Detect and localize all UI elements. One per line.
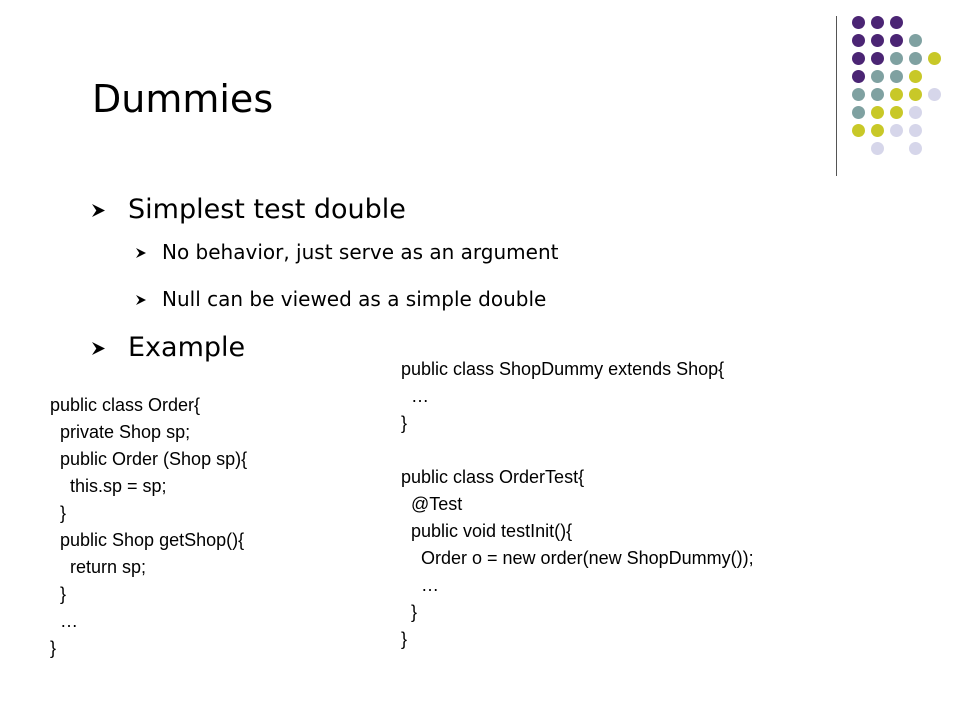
decor-dot bbox=[890, 16, 903, 29]
decor-dot bbox=[871, 70, 884, 83]
decor-dot bbox=[852, 70, 865, 83]
decor-dot bbox=[852, 106, 865, 119]
code-block-order: public class Order{ private Shop sp; public Order (Shop sp){ this.sp = sp; } public Shop getShop(){ return sp; } … } bbox=[50, 395, 248, 658]
bullet-text: Simplest test double bbox=[128, 194, 406, 225]
decor-dot bbox=[871, 124, 884, 137]
decor-dot bbox=[852, 16, 865, 29]
arrowhead-bullet-icon bbox=[92, 342, 105, 355]
decor-dot bbox=[852, 124, 865, 137]
bullet-text: Example bbox=[128, 332, 246, 363]
decor-dot bbox=[871, 142, 884, 155]
decor-dot bbox=[871, 88, 884, 101]
sub-bullet-text: Null can be viewed as a simple double bbox=[162, 287, 547, 311]
decor-dot bbox=[909, 52, 922, 65]
code-block-order-test: public class ShopDummy extends Shop{ … } public class OrderTest{ @Test public void testInit(){ Order o = new order(new ShopDummy()); … } } bbox=[401, 359, 754, 649]
decor-dot bbox=[871, 106, 884, 119]
decor-dot bbox=[852, 88, 865, 101]
arrowhead-bullet-icon bbox=[136, 295, 146, 305]
decor-dot bbox=[890, 52, 903, 65]
decor-dot bbox=[890, 106, 903, 119]
decor-dot bbox=[890, 124, 903, 137]
decor-dot bbox=[909, 142, 922, 155]
arrowhead-bullet-icon bbox=[92, 204, 105, 217]
decor-dot bbox=[890, 34, 903, 47]
decor-dot bbox=[871, 52, 884, 65]
decor-dot bbox=[928, 88, 941, 101]
decor-dot bbox=[852, 52, 865, 65]
decor-dot bbox=[909, 124, 922, 137]
decor-dot bbox=[871, 16, 884, 29]
decor-dot bbox=[871, 34, 884, 47]
decor-dot bbox=[928, 52, 941, 65]
slide-title: Dummies bbox=[92, 77, 274, 121]
decor-dot bbox=[909, 34, 922, 47]
arrowhead-bullet-icon bbox=[136, 248, 146, 258]
decor-dot bbox=[909, 88, 922, 101]
sub-bullet-text: No behavior, just serve as an argument bbox=[162, 240, 559, 264]
decor-dot bbox=[890, 70, 903, 83]
decor-dot bbox=[852, 34, 865, 47]
decor-dot bbox=[909, 106, 922, 119]
decor-dot bbox=[890, 88, 903, 101]
decor-dot bbox=[909, 70, 922, 83]
vertical-divider-line bbox=[836, 16, 837, 176]
